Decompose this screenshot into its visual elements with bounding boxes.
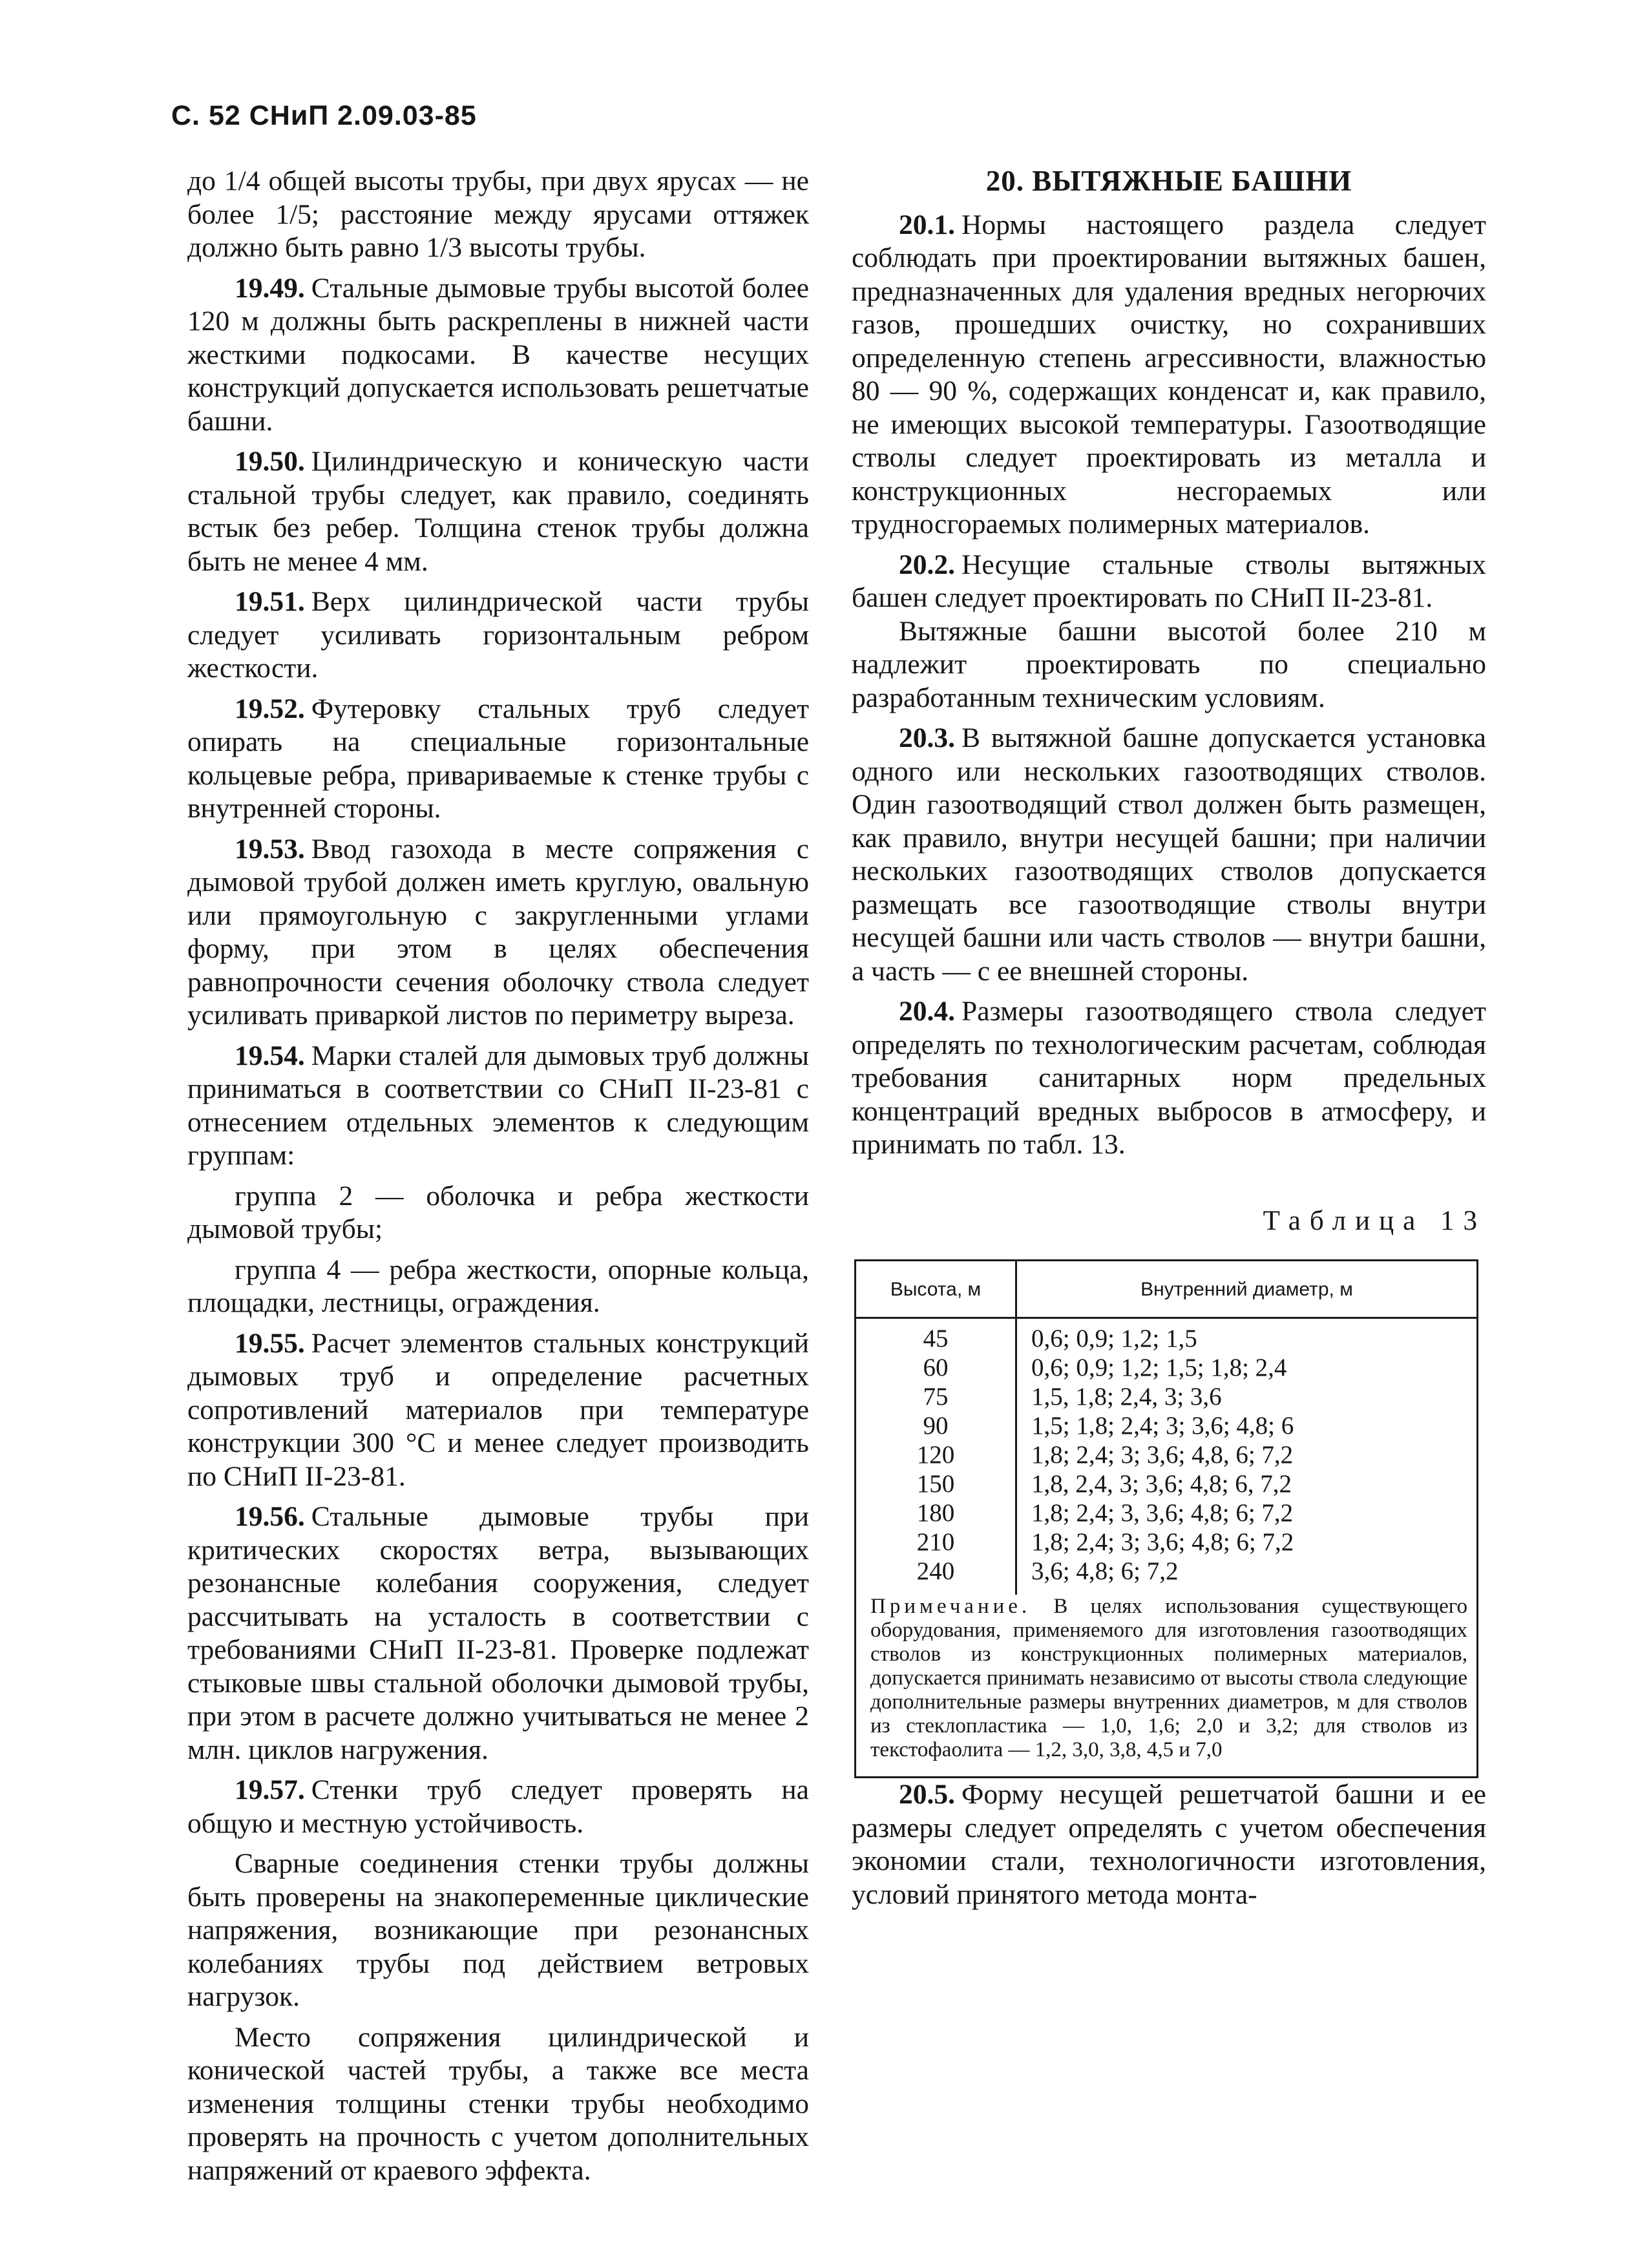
section-title: 20. ВЫТЯЖНЫЕ БАШНИ [985, 165, 1352, 197]
clause-number: 20.1. [899, 209, 955, 240]
table-row [856, 1498, 1476, 1528]
cell-diameters: 0,6; 0,9; 1,2; 1,5; 1,8; 2,4 [1031, 1354, 1287, 1381]
note-label: Примечание. [870, 1595, 1031, 1618]
table-row [856, 1440, 1476, 1469]
paragraph-welds: Сварные соединения стенки трубы должны быть проверены на знакопеременные циклические напряжения, возникающие при резонансных колебаниях трубы под действием ветровых нагрузок. [187, 1848, 809, 2012]
cell-height: 90 [856, 1411, 1016, 1440]
clause-text: В вытяжной башне допускается установка одного или нескольких газоотводящих стволов. Один газоотводящий ствол должен быть размещен, как правило, внутри несущей башни; при наличии нескольких газоотводящих стволов допускается размещать все газоотводящие стволы внутри несущей башни или часть стволов — внутри башни, а часть — с ее внешней стороны. [852, 722, 1486, 987]
clause-19-54 [187, 1040, 809, 1173]
paragraph-intro: до 1/4 общей высоты трубы, при двух ярусах — не более 1/5; расстояние между ярусами оттяжек должно быть равно 1/3 высоты трубы. [187, 165, 809, 263]
table-row [856, 1528, 1476, 1557]
table-body [856, 1318, 1476, 1595]
column-header-height: Высота, м [856, 1261, 1016, 1318]
paragraph-junction: Место сопряжения цилиндрической и конической частей трубы, а также все места изменения толщины стенки трубы необходимо проверять на прочность с учетом дополнительных напряжений от краевого эффекта. [187, 2021, 809, 2186]
table-row [856, 1557, 1476, 1595]
cell-height: 210 [856, 1528, 1016, 1557]
right-column [852, 165, 1486, 1918]
clause-19-55 [187, 1327, 809, 1494]
table-row [856, 1411, 1476, 1440]
clause-19-57 [187, 1774, 809, 1840]
clause-text: Нормы настоящего раздела следует соблюдать при проектировании вытяжных башен, предназначенных для удаления вредных негорючих газов, прошедших очистку, но сохранивших определенную степень агрессивности, влажностью 80 — 90 %, содержащих конденсат и, как правило, не имеющих высокой температуры. Газоотводящие стволы следует проектировать из металла и конструкционных несгораемых или трудносгораемых полимерных материалов. [852, 209, 1486, 540]
clause-number: 19.55. [235, 1327, 305, 1359]
cell-height: 240 [856, 1557, 1016, 1595]
clause-text: Размеры газоотводящего ствола следует определять по технологическим расчетам, соблюдая требования санитарных норм предельных концентраций вредных выбросов в атмосферу, и принимать по табл. 13. [852, 996, 1486, 1160]
clause-text: Марки сталей для дымовых труб должны приниматься в соответствии со СНиП II-23-81 с отнесением отдельных элементов к следующим группам: [187, 1040, 809, 1171]
column-header-diameter: Внутренний диаметр, м [1016, 1261, 1477, 1318]
cell-height: 120 [856, 1440, 1016, 1469]
cell-height: 180 [856, 1498, 1016, 1528]
table-row [856, 1469, 1476, 1498]
clause-number: 20.4. [899, 996, 955, 1027]
clause-19-50 [187, 445, 809, 578]
cell-diameters: 1,5; 1,8; 2,4; 3; 3,6; 4,8; 6 [1031, 1412, 1294, 1440]
table-note [856, 1595, 1476, 1776]
clause-19-52 [187, 693, 809, 826]
cell-diameters: 0,6; 0,9; 1,2; 1,5 [1031, 1325, 1197, 1352]
cell-diameters: 3,6; 4,8; 6; 7,2 [1031, 1557, 1179, 1585]
group-2-item: группа 2 — оболочка и ребра жесткости дымовой трубы; [187, 1180, 809, 1244]
cell-height: 60 [856, 1353, 1016, 1382]
clause-text: Расчет элементов стальных конструкций дымовых труб и определение расчетных сопротивлений материалов при температуре конструкции 300 °С и менее следует производить по СНиП II-23-81. [187, 1327, 809, 1492]
clause-20-5 [852, 1778, 1486, 1911]
clause-number: 19.50. [235, 446, 305, 477]
table-row [856, 1353, 1476, 1382]
clause-number: 19.52. [235, 693, 305, 724]
clause-number: 19.49. [235, 272, 305, 304]
table-caption: Таблица 13 [1263, 1205, 1486, 1236]
cell-diameters: 1,8; 2,4; 3, 3,6; 4,8; 6; 7,2 [1031, 1499, 1294, 1527]
clause-number: 19.57. [235, 1774, 305, 1805]
clause-text: Цилиндрическую и коническую части стальной трубы следует, как правило, соединять встык без ребер. Толщина стенок трубы должна быть не менее 4 мм. [187, 446, 809, 577]
clause-19-56 [187, 1500, 809, 1767]
clause-20-4 [852, 995, 1486, 1162]
clause-number: 20.3. [899, 722, 955, 753]
left-column [187, 165, 809, 2194]
cell-diameters: 1,8; 2,4; 3; 3,6; 4,8, 6; 7,2 [1031, 1441, 1294, 1469]
clause-number: 19.51. [235, 586, 305, 617]
clause-19-53 [187, 833, 809, 1033]
cell-height: 45 [856, 1318, 1016, 1354]
cell-height: 150 [856, 1469, 1016, 1498]
clause-number: 19.54. [235, 1040, 305, 1071]
cell-height: 75 [856, 1382, 1016, 1411]
clause-text: Ввод газохода в месте сопряжения с дымовой трубой должен иметь круглую, овальную или прямоугольную с закругленными углами форму, при этом в целях обеспечения равнопрочности сечения оболочку ствола следует усиливать приваркой листов по периметру выреза. [187, 833, 809, 1031]
clause-19-51 [187, 585, 809, 686]
clause-19-49 [187, 272, 809, 439]
clause-number: 19.56. [235, 1501, 305, 1532]
paragraph-tall-towers: Вытяжные башни высотой более 210 м надлежит проектировать по специально разработанным техническим условиям. [852, 615, 1486, 713]
clause-number: 19.53. [235, 833, 305, 865]
cell-diameters: 1,5, 1,8; 2,4, 3; 3,6 [1031, 1383, 1222, 1411]
cell-diameters: 1,8, 2,4, 3; 3,6; 4,8; 6, 7,2 [1031, 1470, 1292, 1498]
page-number: С. 52 [171, 100, 241, 131]
clause-20-2 [852, 549, 1486, 615]
clause-number: 20.5. [899, 1779, 955, 1810]
clause-text: Футеровку стальных труб следует опирать на специальные горизонтальные кольцевые ребра, привариваемые к стенке трубы с внутренней стороны. [187, 693, 809, 824]
table-row [856, 1382, 1476, 1411]
clause-text: Стальные дымовые трубы при критических скоростях ветра, вызывающих резонансные колебания сооружения, следует рассчитывать на усталость в соответствии с требованиями СНиП II-23-81. Проверке подлежат стыковые швы стальной оболочки дымовой трубы, при этом в расчете должно учитываться не менее 2 млн. циклов нагружения. [187, 1501, 809, 1765]
clause-text: Форму несущей решетчатой башни и ее размеры следует определять с учетом обеспечения экономии стали, технологичности изготовления, условий принятого метода монта- [852, 1779, 1486, 1910]
clause-text: Стальные дымовые трубы высотой более 120 м должны быть раскреплены в нижней части жесткими подкосами. В качестве несущих конструкций допускается использовать решетчатые башни. [187, 272, 809, 437]
table-13 [854, 1259, 1478, 1778]
clause-text: Стенки труб следует проверять на общую и местную устойчивость. [187, 1774, 809, 1839]
note-text: В целях использования существующего оборудования, применяемого для изготовления газоотводящих стволов из конструкционных полимерных материалов, допускается принимать независимо от высоты ствола следующие дополнительные размеры внутренних диаметров, м для стволов из стеклопластика — 1,0, 1,6; 2,0 и 3,2; для стволов из текстофаолита — 1,2, 3,0, 3,8, 4,5 и 7,0 [870, 1595, 1468, 1761]
cell-diameters: 1,8; 2,4; 3; 3,6; 4,8; 6; 7,2 [1031, 1528, 1294, 1556]
diameter-table [856, 1261, 1476, 1595]
clause-20-1 [852, 209, 1486, 541]
clause-text: Несущие стальные стволы вытяжных башен следует проектировать по СНиП II-23-81. [852, 549, 1486, 613]
clause-20-3 [852, 722, 1486, 988]
table-row [856, 1318, 1476, 1354]
document-code: СНиП 2.09.03-85 [249, 100, 477, 131]
group-4-item: группа 4 — ребра жесткости, опорные кольца, площадки, лестницы, ограждения. [187, 1254, 809, 1318]
page-header [171, 100, 477, 132]
clause-text: Верх цилиндрической части трубы следует усиливать горизонтальным ребром жесткости. [187, 586, 809, 684]
table-header-row [856, 1261, 1476, 1318]
clause-number: 20.2. [899, 549, 955, 580]
